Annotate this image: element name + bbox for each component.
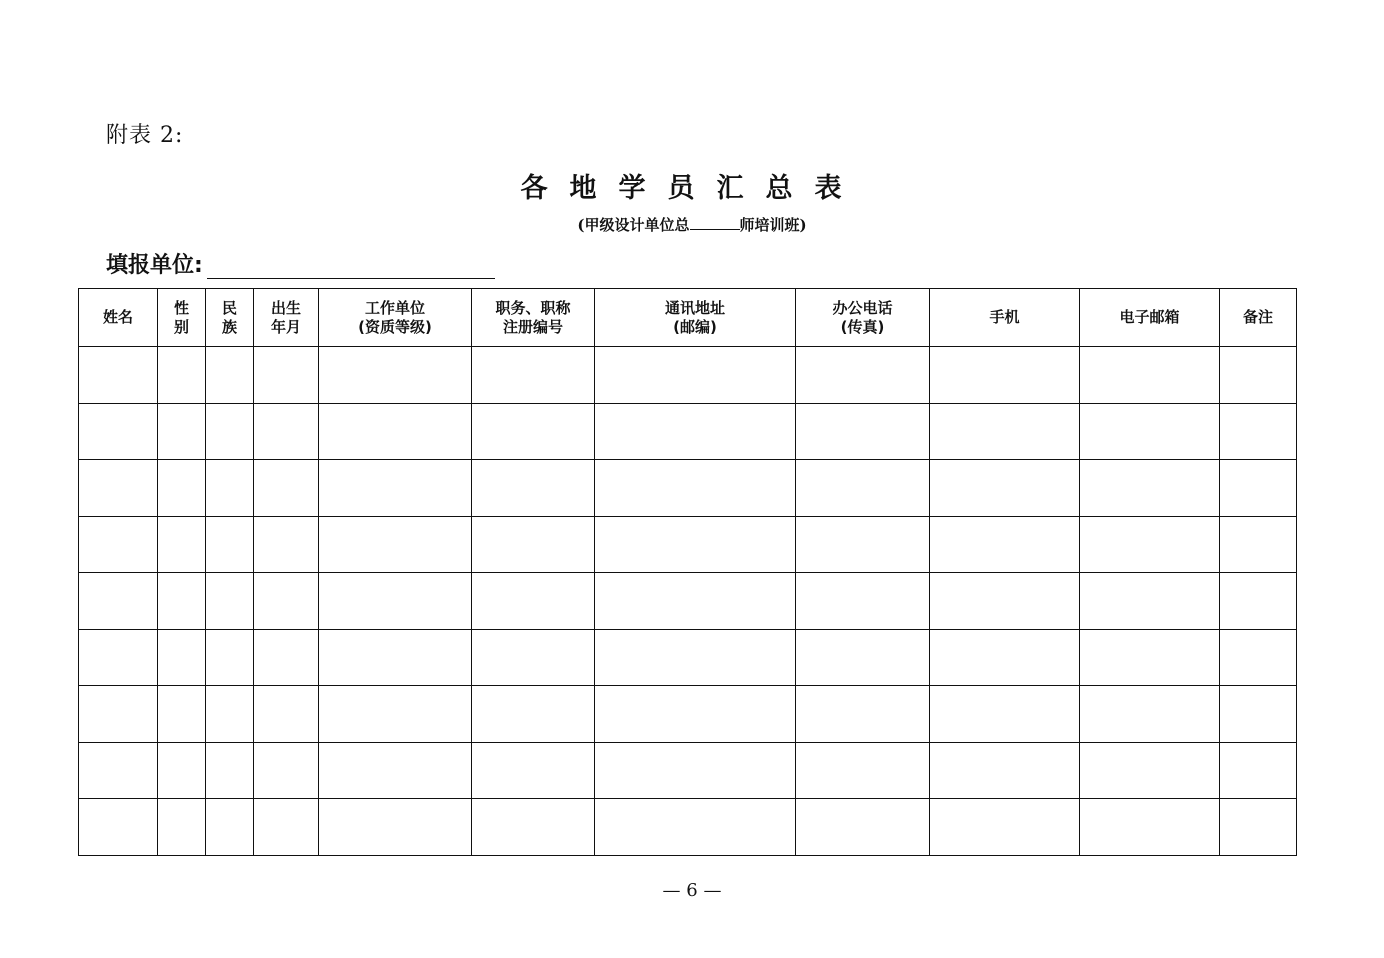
table-row [79,403,1297,460]
table-cell [1220,573,1297,630]
table-cell [1080,686,1220,743]
table-cell [1220,403,1297,460]
table-cell [796,516,930,573]
table-cell [1080,629,1220,686]
table-cell [595,629,796,686]
table-cell [319,629,472,686]
table-cell [930,347,1080,404]
table-cell [595,460,796,517]
table-cell [930,516,1080,573]
table-cell [595,742,796,799]
table-cell [206,742,254,799]
attachment-label: 附表 2: [106,123,184,148]
table-cell [472,742,595,799]
table-row [79,799,1297,856]
table-cell [79,347,158,404]
table-cell [1080,799,1220,856]
table-cell [158,573,206,630]
table-cell [254,686,319,743]
table-header-row [79,289,1297,347]
table-cell [206,686,254,743]
table-cell [595,403,796,460]
table-cell [254,403,319,460]
header-ethnicity: 民 族 [206,289,254,347]
header-position-title: 职务、职称 注册编号 [472,289,595,347]
table-cell [796,686,930,743]
table-cell [930,799,1080,856]
table-cell [254,460,319,517]
table-cell [1220,516,1297,573]
table-cell [1080,347,1220,404]
table-cell [472,516,595,573]
header-gender: 性 别 [158,289,206,347]
table-cell [930,686,1080,743]
subtitle-suffix: 师培训班) [739,216,807,234]
table-cell [796,573,930,630]
table-cell [79,516,158,573]
reporting-unit-blank-line [207,252,495,279]
table-cell [254,799,319,856]
table-cell [79,460,158,517]
table-row [79,516,1297,573]
table-cell [472,347,595,404]
table-row [79,742,1297,799]
reporting-unit-label: 填报单位: [106,253,203,278]
table-cell [1080,516,1220,573]
table-cell [930,460,1080,517]
table-cell [930,403,1080,460]
table-cell [319,347,472,404]
table-cell [472,403,595,460]
subtitle-blank [690,215,740,230]
table-cell [206,629,254,686]
table-cell [1220,686,1297,743]
table-cell [158,347,206,404]
table-cell [254,347,319,404]
table-cell [319,686,472,743]
table-cell [1080,460,1220,517]
table-cell [254,629,319,686]
table-cell [319,573,472,630]
table-cell [158,629,206,686]
table-cell [206,403,254,460]
table-cell [1080,742,1220,799]
table-cell [158,403,206,460]
table-cell [796,799,930,856]
table-cell [319,516,472,573]
table-cell [472,460,595,517]
table-cell [930,742,1080,799]
table-cell [254,516,319,573]
table-row [79,573,1297,630]
table-cell [1220,742,1297,799]
table-cell [319,460,472,517]
table-cell [1220,460,1297,517]
summary-table [78,288,1297,856]
table-body [79,347,1297,856]
table-cell [158,686,206,743]
header-remarks: 备注 [1220,289,1297,347]
header-office-phone: 办公电话 (传真) [796,289,930,347]
table-row [79,460,1297,517]
header-address: 通讯地址 (邮编) [595,289,796,347]
table-cell [1080,403,1220,460]
table-row [79,347,1297,404]
table-cell [472,799,595,856]
table-cell [79,573,158,630]
table-cell [79,403,158,460]
table-cell [158,516,206,573]
table-cell [254,573,319,630]
reporting-unit [106,248,495,279]
table-cell [472,629,595,686]
table-cell [595,799,796,856]
header-birth-date: 出生 年月 [254,289,319,347]
table-cell [1220,799,1297,856]
table-cell [319,403,472,460]
header-mobile: 手机 [930,289,1080,347]
table-cell [79,629,158,686]
table-cell [319,742,472,799]
table-cell [1220,629,1297,686]
page-title: 各地学员汇总表 [520,173,864,204]
table-cell [79,686,158,743]
table-cell [79,742,158,799]
table-cell [930,573,1080,630]
table-cell [796,347,930,404]
header-email: 电子邮箱 [1080,289,1220,347]
page-number: — 6 — [662,880,722,901]
subtitle-prefix: (甲级设计单位总 [577,216,690,234]
table-cell [206,573,254,630]
table-cell [472,686,595,743]
table-cell [206,460,254,517]
table-cell [158,460,206,517]
table-cell [796,629,930,686]
table-row [79,686,1297,743]
table-cell [1220,347,1297,404]
table-cell [595,347,796,404]
table-cell [595,686,796,743]
header-name: 姓名 [79,289,158,347]
table-cell [472,573,595,630]
table-cell [254,742,319,799]
table-cell [1080,573,1220,630]
table-cell [796,403,930,460]
table-cell [206,799,254,856]
table-cell [930,629,1080,686]
table-cell [595,573,796,630]
header-work-unit: 工作单位 (资质等级) [319,289,472,347]
table-cell [796,460,930,517]
table-cell [319,799,472,856]
table-cell [206,347,254,404]
subtitle [0,214,1384,235]
table-cell [796,742,930,799]
table-cell [206,516,254,573]
table-cell [79,799,158,856]
table-cell [158,799,206,856]
table-cell [595,516,796,573]
table-row [79,629,1297,686]
table-cell [158,742,206,799]
